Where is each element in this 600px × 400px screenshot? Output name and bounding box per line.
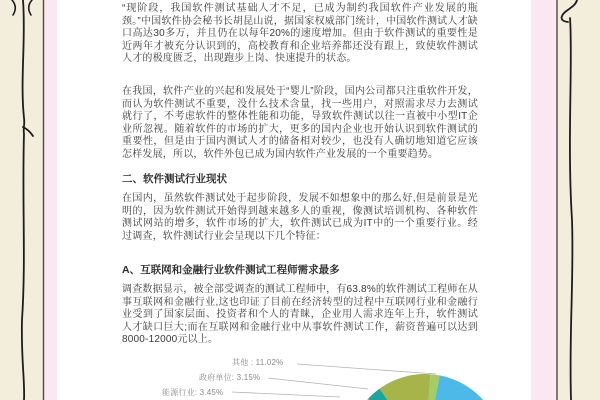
- right-line-top-hook: [562, 0, 577, 22]
- paragraph-survey-data: 调查数据显示，被全部受调查的测试工程师中，有63.8%的软件测试工程师在从事互联网和金融行业,这也印证了目前在经济转型的过程中互联网行业和金融行业受到了国家层面、投资者和个人的青睐，企业用人需求连年上升，软件测试人才缺口巨大;而在互联网和金融行业中从事软件测试工作，薪资普遍可以达到8000-12000元以上。: [122, 284, 478, 346]
- right-wavy-line-decoration: [570, 18, 573, 400]
- pie-label-government: 政府单位: 3.15%: [199, 373, 261, 382]
- left-wavy-line-decoration: [22, 0, 24, 400]
- paragraph-domestic-outlook: 在国内，虽然软件测试处于起步阶段，发展不如想象中的那么好,但是前景是光明的，因为软件测试开始得到越来越多人的重视，像测试培训机构、各种软件测试网站的增多，软件市场的扩大，软件测试已成为IT中的一个重要行业。经过调查，软件测试行业会呈现以下几个特征：: [122, 193, 478, 242]
- paragraph-industry-infant-stage: 在我国，软件产业的兴起和发展处于“婴儿”阶段，国内公司都只注重软件开发，而认为软件测试不重要，没什么技术含量，找一些用户，对照需求尽力去测试就行了，不考虑软件的整体性能和功能，导致软件测试以往一直被中小型IT企业所忽视。随着软件的市场的扩大，更多的国内企业也开始认识到软件测试的重要性，但是由于国内测试人才的储备相对较少，也没有人确切地知道它应该怎样发展，所以，软件外包已成为国内软件产业发展的一个重要趋势。: [122, 86, 478, 160]
- pie-label-energy: 能源行业: 3.45%: [162, 388, 224, 397]
- top-left-curve-decoration: [12, 0, 15, 15]
- section-heading-industry-status: 二、软件测试行业现状: [122, 173, 227, 185]
- subsection-heading-internet-finance-demand: A、互联网和金融行业软件测试工程师需求最多: [122, 264, 340, 276]
- paragraph-quote-talent-shortage: “现阶段，我国软件测试基础人才不足，已成为制约我国软件产业发展的瓶颈。”中国软件协会秘书长胡昆山说，据国家权威部门统计，中国软件测试人才缺口高达30多万，并且仍在以每年20%的速度增加。但由于软件测试的重要性是近两年才被充分认识到的，高校教育和企业培养都还没有跟上，致使软件测试人才的极度匮乏，出现跑步上岗、快速提升的状态。: [122, 3, 478, 65]
- left-line-foot-mark: [23, 127, 33, 136]
- pie-label-other: 其他 : 11.02%: [232, 358, 284, 367]
- top-left-curve-decoration: [29, 0, 32, 15]
